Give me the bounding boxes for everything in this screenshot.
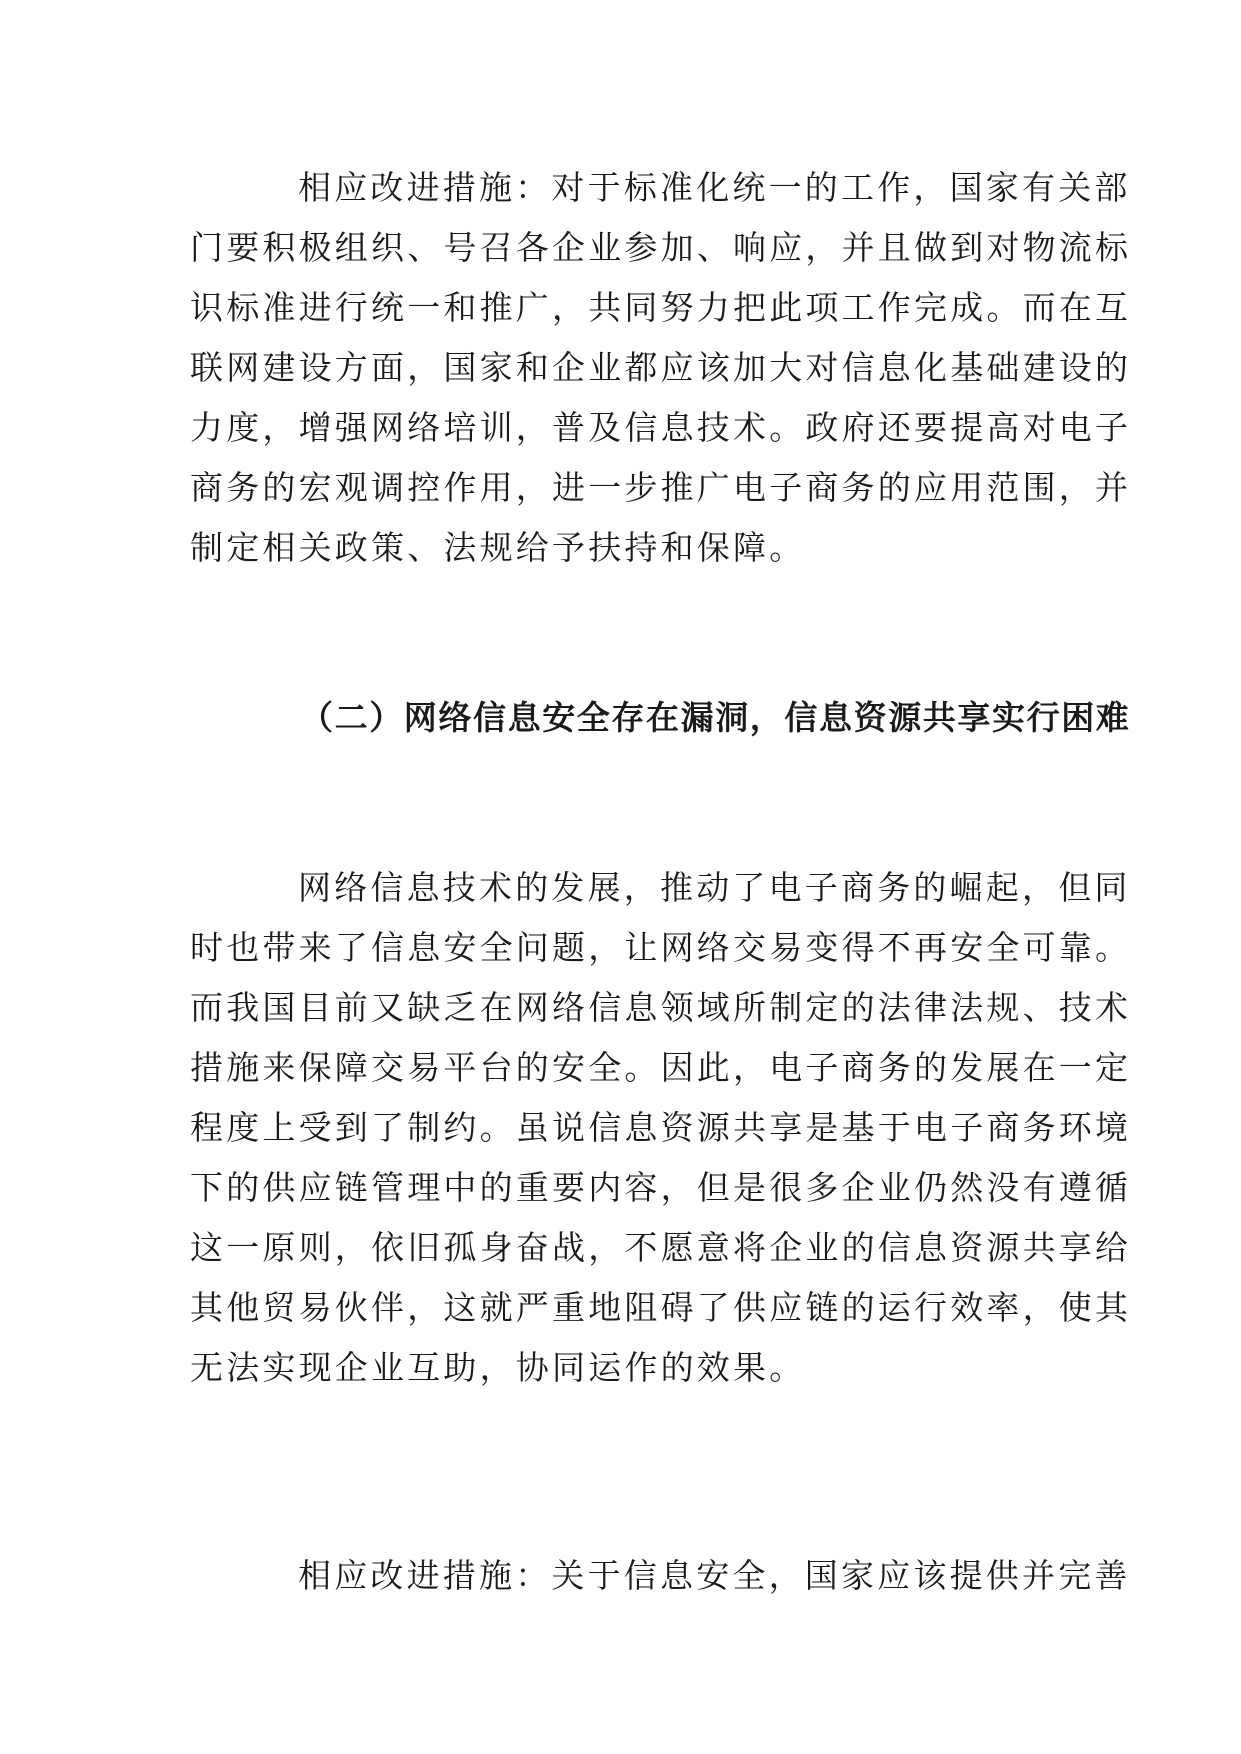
paragraph-line: 制定相关政策、法规给予扶持和保障。	[190, 528, 806, 567]
paragraph-line: 这一原则，依旧孤身奋战，不愿意将企业的信息资源共享给	[190, 1228, 1132, 1267]
paragraph-improvement-measures-security	[190, 1546, 1131, 1606]
paragraph-improvement-measures-standardization	[190, 158, 1132, 578]
paragraph-line: 程度上受到了制约。虽说信息资源共享是基于电子商务环境	[190, 1108, 1132, 1147]
paragraph-line: 力度，增强网络培训，普及信息技术。政府还要提高对电子	[190, 408, 1132, 447]
section-heading: （二）网络信息安全存在漏洞，信息资源共享实行困难	[300, 698, 1131, 737]
paragraph-line: 联网建设方面，国家和企业都应该加大对信息化基础建设的	[190, 348, 1132, 387]
paragraph-line: 门要积极组织、号召各企业参加、响应，并且做到对物流标	[190, 228, 1132, 267]
paragraph-line: 而我国目前又缺乏在网络信息领域所制定的法律法规、技术	[190, 988, 1132, 1027]
paragraph-line: 网络信息技术的发展，推动了电子商务的崛起，但同	[298, 868, 1131, 907]
paragraph-line: 其他贸易伙伴，这就严重地阻碍了供应链的运行效率，使其	[190, 1288, 1132, 1327]
paragraph-information-security	[190, 858, 1132, 1398]
paragraph-line: 商务的宏观调控作用，进一步推广电子商务的应用范围，并	[190, 468, 1132, 507]
paragraph-line: 无法实现企业互助，协同运作的效果。	[190, 1348, 806, 1387]
paragraph-line: 相应改进措施：对于标准化统一的工作，国家有关部	[298, 168, 1131, 207]
paragraph-line: 识标准进行统一和推广，共同努力把此项工作完成。而在互	[190, 288, 1132, 327]
paragraph-line: 下的供应链管理中的重要内容，但是很多企业仍然没有遵循	[190, 1168, 1132, 1207]
paragraph-line: 相应改进措施：关于信息安全，国家应该提供并完善	[298, 1556, 1131, 1595]
paragraph-line: 时也带来了信息安全问题，让网络交易变得不再安全可靠。	[190, 928, 1132, 967]
paragraph-line: 措施来保障交易平台的安全。因此，电子商务的发展在一定	[190, 1048, 1132, 1087]
